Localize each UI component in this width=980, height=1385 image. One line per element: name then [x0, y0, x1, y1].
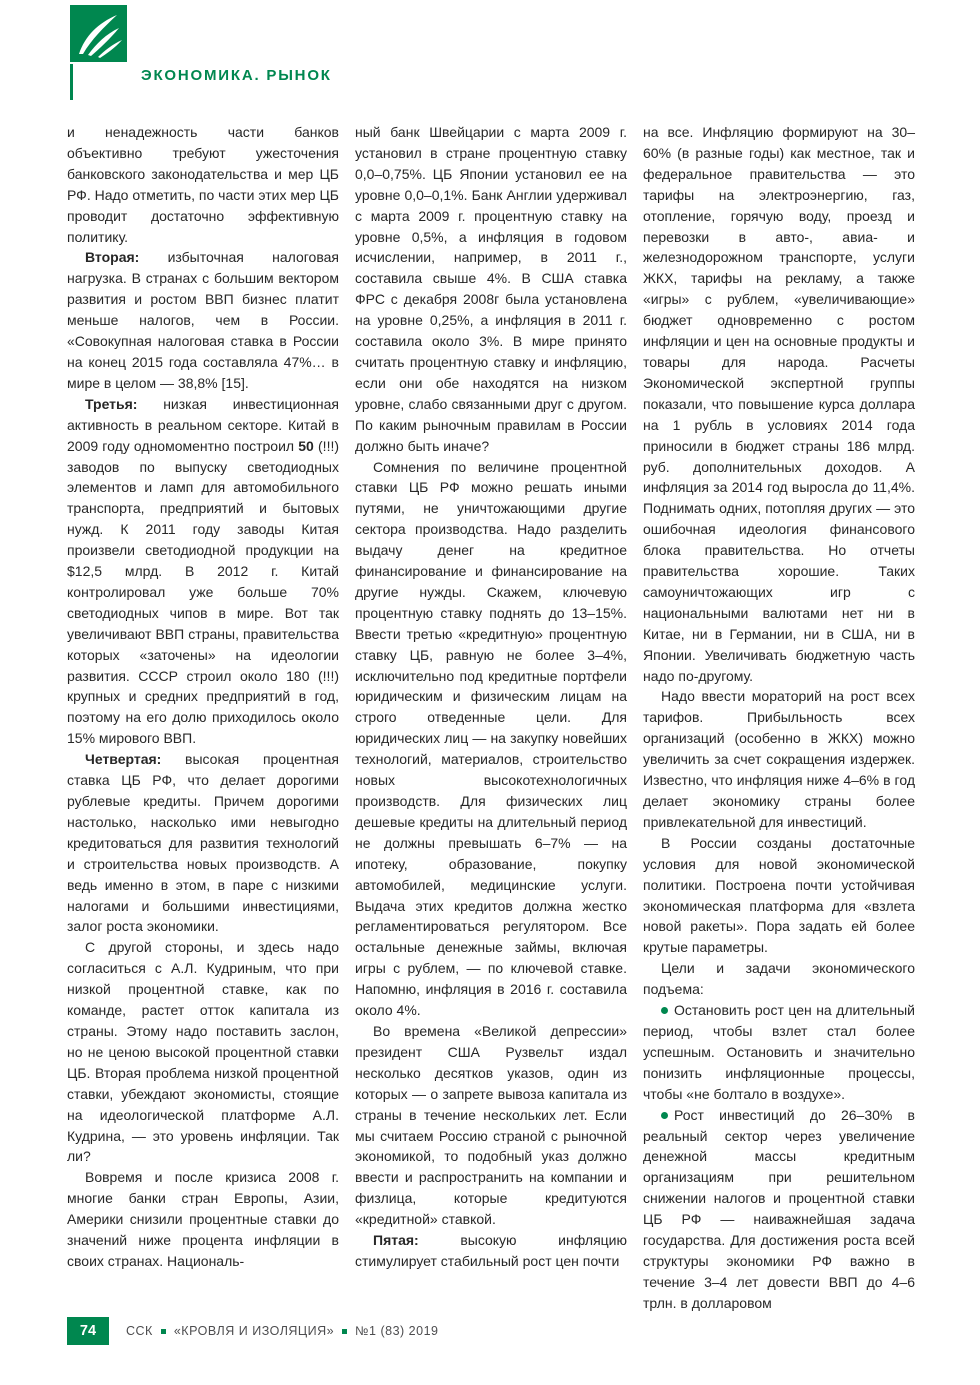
- column-2: [355, 122, 627, 1314]
- column-3: [643, 122, 915, 1314]
- section-title: ЭКОНОМИКА. РЫНОК: [141, 67, 332, 84]
- body-text: Вовремя и после кризиса 2008 г. многие банки стран Европы, Азии, Америки снизили процентные ставки до значений ниже процента инфляции в своих странах. Националь-: [67, 1169, 339, 1269]
- body-text: высокая процентная ставка ЦБ РФ, что делает дорогими рублевые кредиты. Причем дорогими настолько, насколько ими невыгодно кредитоваться для развития технологий и строительства новых производств. А ведь именно в этом, в паре с низкими налогами и большими инвестициями, залог роста экономики.: [67, 751, 339, 935]
- page-footer: [67, 1317, 915, 1345]
- body-text: ный банк Швейцарии с марта 2009 г. установил в стране процентную ставку 0,0–0,75%. ЦБ Японии установил ее на уровне 0,0–0,1%. Банк Англии удерживал с марта 2009 г. процентную ставку на уровне 0,5%, а инфляция в годовом исчислении, например, в 2011 г., составила свыше 4%. В США ставка ФРС с декабря 2008г была установлена на уровне 0,25%, а инфляция в 2011 г. составила около 3%. В мире принято считать процентную ставку и инфляцию, если они обе находятся на низком уровне, слабо связанными друг с другом. По каким рыночным правилам в России должно быть иначе?: [355, 124, 627, 454]
- article-body: [67, 122, 915, 1314]
- paragraph: [67, 937, 339, 1167]
- bold-text: Пятая:: [373, 1232, 419, 1249]
- journal-line: [126, 1324, 438, 1338]
- page-number: 74: [67, 1317, 109, 1345]
- paragraph: [355, 1230, 627, 1272]
- paragraph: [643, 958, 915, 1000]
- paragraph: [67, 749, 339, 937]
- body-text: Цели и задачи экономического подъема:: [643, 960, 915, 998]
- body-text: низкая инвестиционная активность в реальном секторе. Китай в 2009 году одномоментно построил: [67, 395, 339, 454]
- paragraph: [67, 122, 339, 247]
- body-text: на все. Инфляцию формируют на 30–60% (в разные годы) как местное, так и федеральное правительства — это тарифы на электроэнергию, газ, отопление, горячую воду, проезд и перевозки в авто-, авиа- и железнодорожном транспорте, услуги ЖКХ, тарифы на рекламу, а также «игры» с рублем, «увеличивающие» бюджет одновременно с ростом инфляции и цен на основные продукты и товары для народа. Расчеты Экономической экспертной группы показали, что повышение курса доллара на 1 рубль в условиях 2014 года приносили в бюджет страны 186 млрд. руб. дополнительных доходов. А инфляция за 2014 год выросла до 11,4%. Поднимать одних, потопляя других — это ошибочная идеология финансового блока правительства. Но отчеты правительства хорошие. Таких самоуничтожающих игр с национальными валютами нет ни в Китае, ни в Германии, ни в США, ни в Японии. Увеличивать бюджетную часть надо по-другому.: [643, 124, 915, 684]
- square-separator-icon: [161, 1329, 166, 1334]
- bold-text: 50: [298, 437, 314, 454]
- journal-abbr: ССК: [126, 1324, 153, 1338]
- journal-title: «КРОВЛЯ И ИЗОЛЯЦИЯ»: [173, 1324, 335, 1338]
- body-text: Рост инвестиций до 26–30% в реальный сектор через увеличение денежной массы кредитным организациям при решительном снижении налогов и процентной ставки ЦБ РФ — наиважнейшая задача государства. Для достижения роста всей структуры экономики РФ важно в течение 3–4 лет довести ВВП до 4–6 трлн. в долларовом: [643, 1106, 915, 1311]
- paragraph: [643, 686, 915, 832]
- body-text: С другой стороны, и здесь надо согласиться с А.Л. Кудриным, что при низкой процентной ставке, как по команде, растет отток капитала из страны. Этому надо поставить заслон, но не ценою высокой процентной ставки ЦБ. Вторая проблема низкой процентной ставки, убеждают экономисты, стоящие на идеологической платформе А.Л. Кудрина, — это уровень инфляции. Так ли?: [67, 939, 339, 1165]
- paragraph: [67, 1167, 339, 1272]
- publisher-logo: [70, 5, 127, 62]
- paragraph: [355, 457, 627, 1021]
- body-text: высокую инфляцию стимулирует стабильный рост цен почти: [355, 1232, 627, 1269]
- column-1: [67, 122, 339, 1314]
- body-text: (!!!) заводов по выпуску светодиодных элементов и ламп для автомобильного транспорта, предприятий и бытовых нужд. К 2011 году заводы Китая произвели светодиодной продукции на $12,5 млрд. В 2012 г. Китай контролировал уже больше 70% светодиодных чипов в мире. Вот так увеличивают ВВП страны, правительства которых «заточены» на идеологии развития. СССР строил около 180 (!!!) крупных и средних предприятий в год, поэтому на его долю приходилось около 15% мирового ВВП.: [67, 437, 340, 747]
- paragraph: [355, 122, 627, 457]
- body-text: и ненадежность части банков объективно требуют ужесточения банковского законодательства и мер ЦБ РФ. Надо отметить, по части этих мер ЦБ проводит достаточно эффективную политику.: [67, 124, 339, 245]
- body-text: Сомнения по величине процентной ставки ЦБ РФ можно решать иными путями, не уничтожающими другие сектора производства. Надо разделить выдачу денег на кредитное финансирование и финансирование на другие нужды. Скажем, ключевую процентную ставку поднять до 13–15%. Ввести третью «кредитную» процентную ставку ЦБ, равную не более 3–4%, исключительно под кредитные портфели юридическим и физическим лицам на строго отведенные цели. Для юридических лиц — на закупку новейших технологий, материалов, строительство новых высокотехнологичных производств. Для физических лиц дешевые кредиты на длительный период не должны превышать 6–7% — на ипотеку, образование, покупку автомобилей, медицинские услуги. Выдача этих кредитов должна жестко регламентироваться регулятором. Все остальные денежные займы, включая игры с рублем, — по ключевой ставке. Напомню, инфляция в 2016 г. составила около 4%.: [355, 458, 627, 1019]
- bold-text: Третья:: [85, 395, 138, 412]
- body-text: Во времена «Великой депрессии» президент США Рузвельт издал несколько десятков указов, один из которых — о запрете вывоза капитала из страны в течение нескольких лет. Если мы считаем Россию страной с рыночной экономикой, то подобный указ должно ввести и распространить на компании и физлица, которые кредитуются «кредитной» ставкой.: [355, 1022, 627, 1228]
- body-text: избыточная налоговая нагрузка. В странах с большим вектором развития и ростом ВВП бизнес платит меньше налогов, чем в России. «Совокупная налоговая ставка в России на конец 2015 года составляла 47%… в мире в целом — 38,8% [15].: [67, 249, 339, 391]
- bullet-paragraph: [643, 1000, 915, 1105]
- logo-tail-line: [70, 64, 73, 100]
- body-text: Надо ввести мораторий на рост всех тарифов. Прибыльность всех организаций (особенно в ЖКХ) можно увеличить за счет сокращения издержек. Известно, что инфляция ниже 4–6% в год делает экономику страны более привлекательной для инвестиций.: [643, 688, 915, 830]
- paragraph: [355, 1021, 627, 1230]
- paragraph: [643, 833, 915, 958]
- bold-text: Вторая:: [85, 249, 140, 266]
- bullet-icon: [661, 1007, 668, 1014]
- bold-text: Четвертая:: [85, 751, 162, 768]
- body-text: В России созданы достаточные условия для новой экономической политики. Построена почти устойчивая экономическая платформа для «взлета новой ракеты». Пора задать ей более крутые параметры.: [643, 834, 915, 956]
- body-text: Остановить рост цен на длительный период, чтобы взлет стал более успешным. Остановить и значительно понизить инфляционные процессы, чтобы «не болтало в воздухе».: [643, 1002, 915, 1102]
- bullet-icon: [661, 1112, 668, 1119]
- issue-number: №1 (83) 2019: [355, 1324, 439, 1338]
- bullet-paragraph: [643, 1105, 915, 1314]
- paragraph: [643, 122, 915, 686]
- square-separator-icon: [342, 1329, 347, 1334]
- leaf-icon: [70, 5, 127, 62]
- paragraph: [67, 247, 339, 393]
- paragraph: [67, 394, 339, 749]
